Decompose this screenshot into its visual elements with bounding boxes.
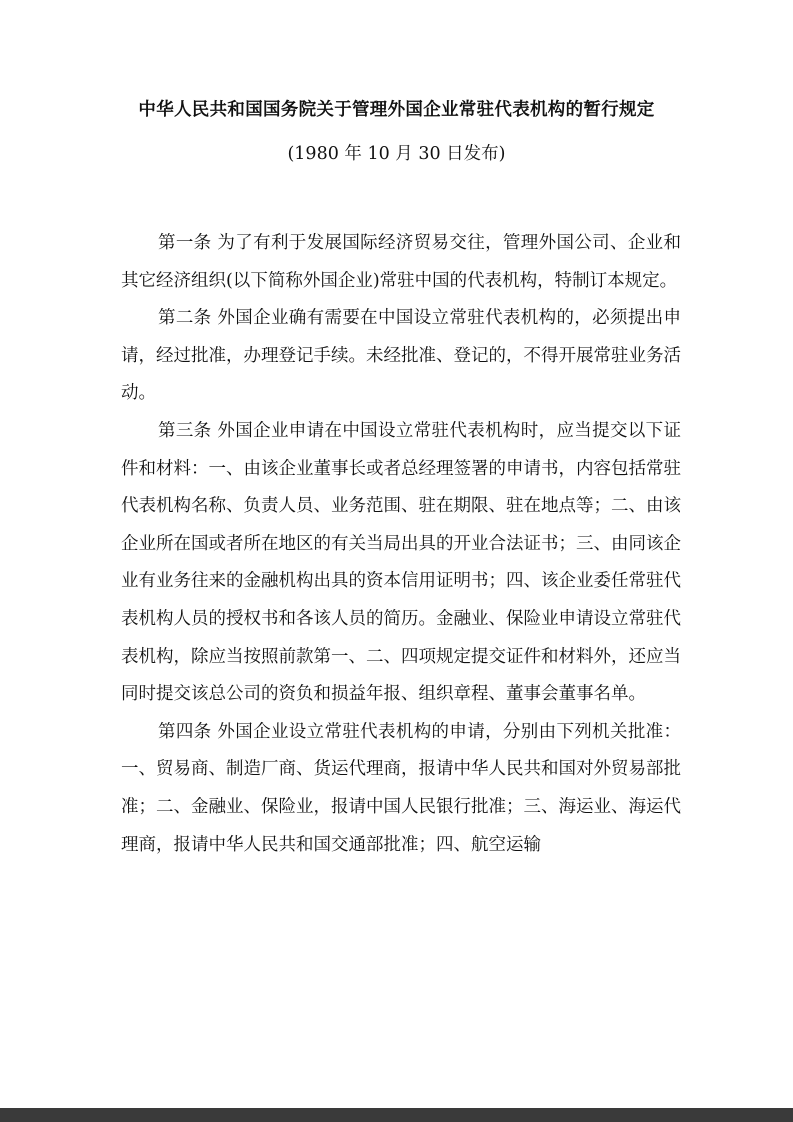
document-title: 中华人民共和国国务院关于管理外国企业常驻代表机构的暂行规定 [138, 100, 655, 120]
page-bottom-border [0, 1108, 793, 1122]
document-body [121, 225, 681, 864]
article-3-paragraph: 第三条 外国企业申请在中国设立常驻代表机构时，应当提交以下证件和材料：一、由该企业董事长或者总经理签署的申请书，内容包括常驻代表机构名称、负责人员、业务范围、驻在期限、驻在地点等；二、由该企业所在国或者所在地区的有关当局出具的开业合法证书；三、由同该企业有业务往来的金融机构出具的资本信用证明书；四、该企业委任常驻代表机构人员的授权书和各该人员的简历。金融业、保险业申请设立常驻代表机构，除应当按照前款第一、二、四项规定提交证件和材料外，还应当同时提交该总公司的资负和损益年报、组织章程、董事会董事名单。 [121, 420, 681, 705]
article-1-paragraph: 第一条 为了有利于发展国际经济贸易交往，管理外国公司、企业和其它经济组织(以下简称外国企业)常驻中国的代表机构，特制订本规定。 [121, 233, 681, 291]
article-2-paragraph: 第二条 外国企业确有需要在中国设立常驻代表机构的，必须提出申请，经过批准，办理登记手续。未经批准、登记的，不得开展常驻业务活动。 [121, 308, 681, 404]
document-subtitle: (1980 年 10 月 30 日发布) [287, 144, 506, 164]
article-4-paragraph: 第四条 外国企业设立常驻代表机构的申请，分别由下列机关批准：一、贸易商、制造厂商、货运代理商，报请中华人民共和国对外贸易部批准；二、金融业、保险业，报请中国人民银行批准；三、海运业、海运代理商，报请中华人民共和国交通部批准；四、航空运输 [121, 721, 681, 855]
